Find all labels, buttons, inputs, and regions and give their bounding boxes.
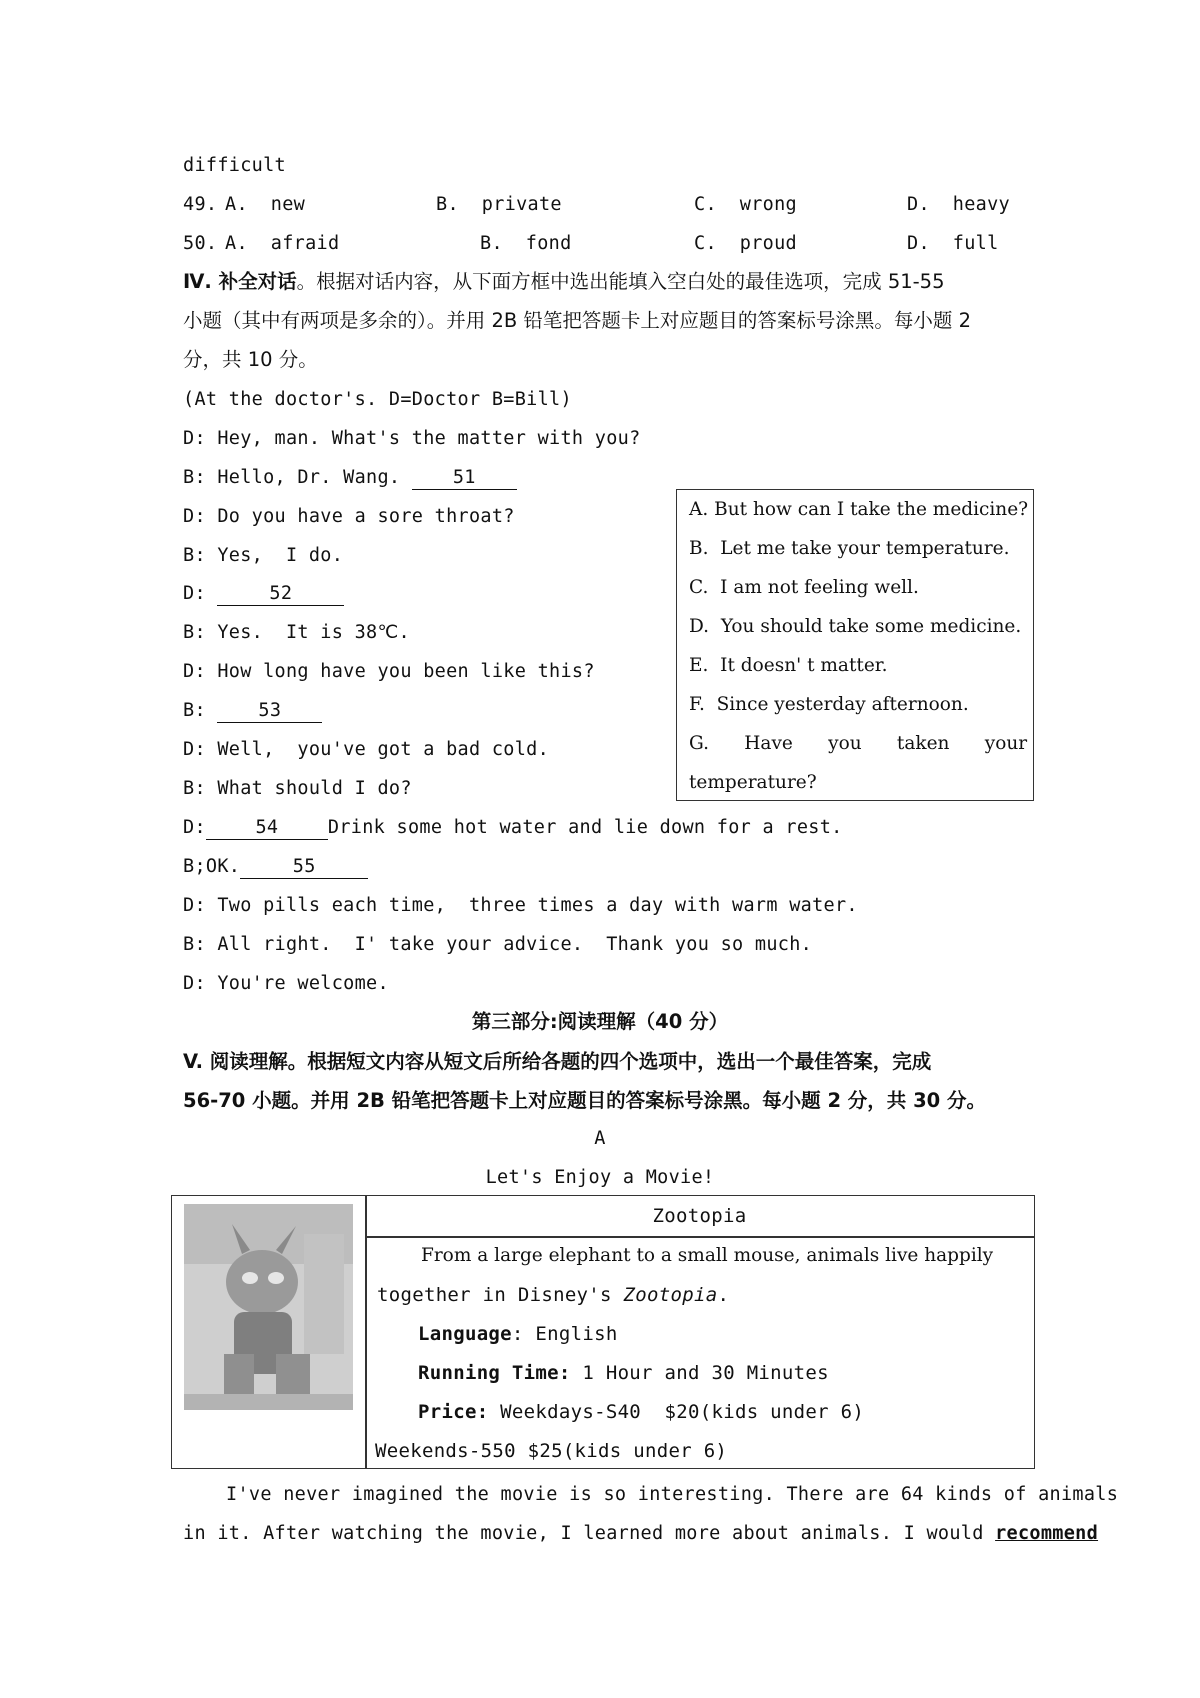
- movie-description-line1: From a large elephant to a small mouse, animals live happily: [421, 1245, 994, 1266]
- option-f: F. Since yesterday afternoon.: [689, 694, 969, 715]
- dialogue-d6-prefix: D:: [183, 817, 206, 838]
- dialogue-b6-text: B;OK.: [183, 856, 241, 877]
- article-title: Let's Enjoy a Movie!: [485, 1167, 715, 1188]
- zootopia-poster-image: [184, 1204, 353, 1410]
- dialogue-line-d5: D: Well, you've got a bad cold.: [183, 739, 550, 760]
- difficult-word: difficult: [183, 155, 286, 176]
- dialogue-line-d3: [183, 582, 344, 606]
- section-4-instruction-text: 。根据对话内容，从下面方框中选出能填入空白处的最佳选项，完成 51-55: [296, 270, 945, 293]
- running-time-value: 1 Hour and 30 Minutes: [570, 1362, 829, 1384]
- option-d: D. You should take some medicine.: [689, 616, 1022, 637]
- movie-running-time: [418, 1361, 829, 1385]
- dialogue-line-d8: D: You're welcome.: [183, 973, 389, 994]
- q49-option-c: C. wrong: [694, 194, 797, 215]
- option-b: B. Let me take your temperature.: [689, 538, 1010, 559]
- dialogue-line-d2: D: Do you have a sore throat?: [183, 506, 515, 527]
- section-5-instruction-line2: 56-70 小题。并用 2B 铅笔把答题卡上对应题目的答案标号涂黑。每小题 2 分，共 30 分。: [183, 1089, 987, 1112]
- movie-price: [418, 1400, 864, 1424]
- q49-option-d: D. heavy: [907, 194, 1010, 215]
- section-5-instruction-line1: V. 阅读理解。根据短文内容从短文后所给各题的四个选项中，选出一个最佳答案，完成: [183, 1050, 932, 1073]
- option-c: C. I am not feeling well.: [689, 577, 919, 598]
- movie-description-line2: [377, 1283, 729, 1307]
- underlined-word-recommend: recommend: [995, 1523, 1099, 1544]
- q50-option-c: C. proud: [694, 233, 797, 254]
- language-value: : English: [511, 1323, 618, 1345]
- dialogue-line-b4: [183, 699, 322, 723]
- price-label: Price:: [418, 1401, 489, 1423]
- passage-line1: I've never imagined the movie is so interesting. There are 64 kinds of animals: [226, 1484, 1119, 1505]
- dialogue-line-d6: [183, 816, 843, 840]
- option-g-line2: temperature?: [689, 772, 817, 793]
- movie-desc2-period: .: [717, 1284, 730, 1306]
- blank-54[interactable]: 54: [206, 817, 328, 840]
- section-4-instruction-line1: [183, 270, 945, 294]
- q50-option-d: D. full: [907, 233, 999, 254]
- section-4-title: Ⅳ. 补全对话: [183, 270, 297, 293]
- dialogue-line-b6: [183, 855, 368, 879]
- dialogue-b4-text: B:: [183, 700, 218, 721]
- dialogue-line-d4: D: How long have you been like this?: [183, 661, 595, 682]
- movie-desc2-title: Zootopia: [623, 1284, 718, 1306]
- dialogue-line-b1: [183, 466, 517, 490]
- dialogue-b1-text: B: Hello, Dr. Wang.: [183, 467, 412, 488]
- price-value: Weekdays-S40 $20(kids under 6): [488, 1401, 865, 1423]
- part-3-heading: 第三部分:阅读理解（40 分）: [471, 1010, 729, 1033]
- option-g-line1: G. Have you taken your: [689, 733, 1028, 754]
- q50-option-b: B. fond: [480, 233, 572, 254]
- blank-51[interactable]: 51: [412, 467, 517, 490]
- option-e: E. It doesn' t matter.: [689, 655, 888, 676]
- movie-table: [171, 1195, 1035, 1469]
- blank-53[interactable]: 53: [217, 700, 322, 723]
- option-a: A. But how can I take the medicine?: [689, 499, 1029, 520]
- movie-desc2-text: together in Disney's: [377, 1284, 624, 1306]
- dialogue-line-d1: D: Hey, man. What's the matter with you?: [183, 428, 641, 449]
- language-label: Language: [418, 1323, 512, 1345]
- dialogue-line-b2: B: Yes, I do.: [183, 545, 344, 566]
- blank-52[interactable]: 52: [217, 583, 344, 606]
- section-4-instruction-line2: 小题（其中有两项是多余的）。并用 2B 铅笔把答题卡上对应题目的答案标号涂黑。每小题 2: [183, 309, 972, 332]
- dialogue-line-d7: D: Two pills each time, three times a day with warm water.: [183, 895, 858, 916]
- movie-language: [418, 1322, 618, 1346]
- table-row-divider: [365, 1236, 1034, 1238]
- passage-line2-text: in it. After watching the movie, I learned more about animals. I would: [183, 1523, 996, 1544]
- dialogue-d3-text: D:: [183, 583, 218, 604]
- movie-weekends-price: Weekends-550 $25(kids under 6): [375, 1440, 728, 1462]
- q49-option-b: B. private: [436, 194, 562, 215]
- movie-name: Zootopia: [652, 1205, 747, 1227]
- dialogue-line-b5: B: What should I do?: [183, 778, 412, 799]
- q50-number: 50.: [183, 233, 218, 254]
- q49-option-a: A. new: [225, 194, 306, 215]
- dialogue-d6-text: Drink some hot water and lie down for a rest.: [327, 817, 843, 838]
- section-4-instruction-line3: 分，共 10 分。: [183, 348, 318, 371]
- dialogue-line-b3: B: Yes. It is 38℃.: [183, 622, 410, 643]
- section-letter-a: A: [594, 1128, 606, 1149]
- options-box: [676, 489, 1034, 801]
- poster-picture-icon: [184, 1204, 353, 1410]
- passage-line2: [183, 1522, 1098, 1546]
- q50-option-a: A. afraid: [225, 233, 340, 254]
- running-time-label: Running Time:: [418, 1362, 571, 1384]
- blank-55[interactable]: 55: [240, 856, 368, 879]
- q49-number: 49.: [183, 194, 218, 215]
- dialogue-line-b7: B: All right. I' take your advice. Thank you so much.: [183, 934, 813, 955]
- dialogue-setting: (At the doctor's. D=Doctor B=Bill): [183, 389, 572, 410]
